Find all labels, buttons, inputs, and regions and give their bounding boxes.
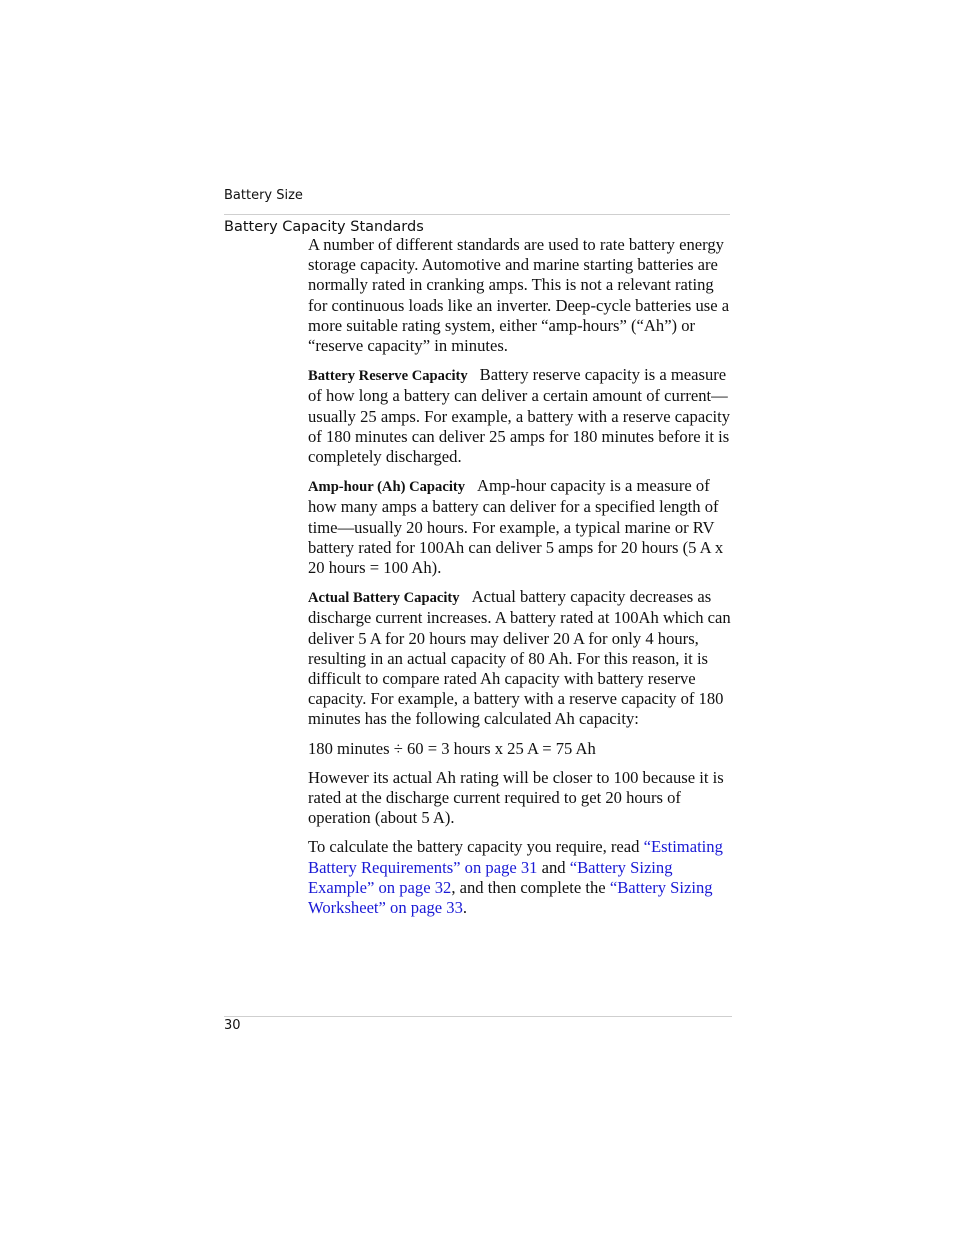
calculate-then: , and then complete the (451, 877, 610, 897)
actual-capacity-text: Actual battery capacity decreases as discharge current increases. A battery rated at 100Ah which can deliver 5 A for 20 hours may deliver 20 A for only 4 hours, resulting in an actual capacity of 80 Ah. For this reason, it is difficult to compare rated Ah capacity with battery reserve capacity. For example, a battery with a reserve capacity of 180 minutes has the following calculated Ah capacity: (308, 587, 731, 729)
header-divider (224, 214, 730, 215)
actual-capacity-paragraph (308, 587, 732, 729)
equation: 180 minutes ÷ 60 = 3 hours x 25 A = 75 Ah (308, 738, 596, 758)
page-number: 30 (224, 1018, 241, 1033)
calculate-and: and (537, 857, 570, 877)
reserve-capacity-text: Battery reserve capacity is a measure of how long a battery can deliver a certain amount of current—usually 25 amps. For example, a battery with a reserve capacity of 180 minutes can deliver 25 amps for 180 minutes before it is completely discharged. (308, 365, 731, 467)
reserve-capacity-paragraph (308, 365, 732, 467)
amp-hour-heading: Amp-hour (Ah) Capacity (308, 479, 466, 496)
body-text (308, 235, 732, 927)
reserve-capacity-heading: Battery Reserve Capacity (308, 368, 468, 385)
calculate-end: . (462, 898, 468, 918)
calculate-paragraph (308, 837, 732, 918)
intro-paragraph: A number of different standards are used to rate battery energy storage capacity. Automotive and marine starting batteries are normally rated in cranking amps. This is not a relevant rating for continuous loads like an inverter. Deep-cycle batteries use a more suitable rating system, either “amp-hours” (“Ah”) or “reserve capacity” in minutes. (308, 235, 730, 356)
amp-hour-text: Amp-hour capacity is a measure of how many amps a battery can deliver for a specified length of time—usually 20 hours. For example, a typical marine or RV battery rated for 100Ah can deliver 5 amps for 20 hours (5 A x 20 hours = 100 Ah). (308, 476, 724, 578)
running-header: Battery Size (224, 188, 303, 203)
amp-hour-paragraph (308, 476, 732, 578)
section-title: Battery Capacity Standards (224, 219, 424, 235)
however-paragraph: However its actual Ah rating will be closer to 100 because it is rated at the discharge current required to get 20 hours of operation (about 5 A). (308, 767, 724, 828)
calculate-lead: To calculate the battery capacity you require, read (308, 837, 644, 857)
link-battery-sizing-example[interactable]: “Battery Sizing Example” on page 32 (308, 857, 673, 897)
link-estimating-battery-requirements[interactable]: “Estimating Battery Requirements” on page 31 (308, 837, 723, 877)
link-battery-sizing-worksheet[interactable]: “Battery Sizing Worksheet” on page 33 (308, 877, 713, 918)
footer-divider (224, 1016, 732, 1017)
actual-capacity-heading: Actual Battery Capacity (308, 590, 460, 607)
